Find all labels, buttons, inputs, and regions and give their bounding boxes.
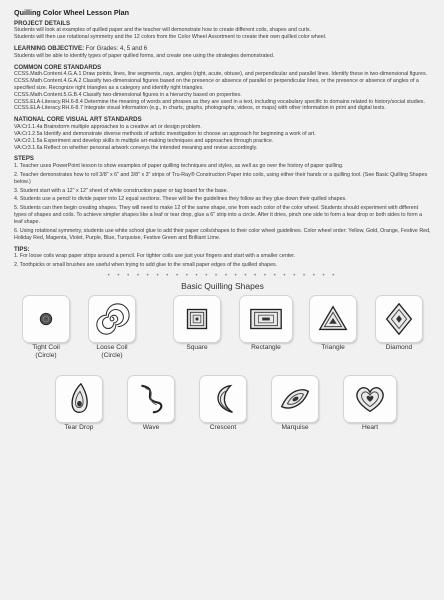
crescent-icon [204,380,242,418]
marquise-icon [276,380,314,418]
project-details-heading: PROJECT DETAILS [14,20,71,27]
triangle-tile [310,296,356,342]
tip-item: 1. For loose coils wrap paper strips around a pencil. For tighter coils use just your fingers and start with a smaller center. [14,253,296,260]
loose-coil-icon [93,300,131,338]
common-core-section [14,64,431,113]
diamond-tile [376,296,422,342]
wave-tile [128,376,174,422]
visual-art-heading: NATIONAL CORE VISUAL ART STANDARDS [14,116,142,124]
tip-item: 2. Toothpicks or small brushes are useful when trying to add glue to the small paper edges of the quilled shapes. [14,262,278,269]
step-item: 2. Teacher demonstrates how to roll 3/8" x 6" and 3/8" x 3" strips of Tru-Ray® Construction Paper into coils, using either their hands or a quilling tool. (See Basic Quilling Shapes below.) [14,171,428,185]
tips-section [14,246,431,269]
learning-objective-text: Students will be able to identify types of paper quilled forms, and create one using the strategies demonstrated. [14,52,275,59]
wave-label: Wave [142,424,160,432]
standard-item: CCSS.ELA-Literacy.RH.6-8.4 Determine the meaning of words and phrases as they are used in a text, including vocabulary specific to domains related to history/social studies. [14,98,425,105]
square-icon [178,300,216,338]
tips-heading: TIPS: [14,245,30,253]
diamond-label: Diamond [385,344,413,352]
dotted-divider: • • • • • • • • • • • • • • • • • • • • • • • • [107,273,338,280]
step-item: 6. Using rotational symmetry, students use white school glue to add their paper coils/shapes to their color wheel guidelines. Color wheel order: Yellow, Gold, Orange, Festive Red, Holiday Red, Magenta, Violet, Purple, Blue, Turquoise, Festive Green and Brilliant Lime. [14,228,431,241]
marquise-tile [272,376,318,422]
step-item: 1. Teacher uses PowerPoint lesson to show examples of paper quilling techniques and styles, as well as go over the history of paper quilling. [14,162,344,169]
steps-heading: STEPS [14,155,34,163]
art-standard-item: VA:Cr3.1.6a Reflect on whether personal artwork conveys the intended meaning and revise accordingly. [14,144,258,151]
rectangle-label: Rectangle [251,344,281,352]
art-standard-item: VA:Cr1.2.5a Identify and demonstrate diverse methods of artistic investigation to choose an approach for beginning a work of art. [14,130,316,137]
rectangle-tile [240,296,292,342]
heart-tile [344,376,396,422]
crescent-tile [200,376,246,422]
tight-coil-label: Tight Coil (Circle) [32,344,60,360]
steps-section [14,155,431,241]
wave-icon [132,380,170,418]
rectangle-icon [244,300,288,338]
project-details-line: Students will look at examples of quilled paper and the teacher will demonstrate how to create different coils, shapes and curls. [14,27,311,34]
tear-drop-label: Tear Drop [64,424,94,432]
project-details-line: Students will then use rotational symmetry and the 12 colors from the Color Wheel Assortment to create their own quilled color wheel. [14,34,327,41]
step-item: 3. Student start with a 12" x 12" sheet of white construction paper or tag board for the base. [14,187,228,194]
step-item: 4. Students use a pencil to divide paper into 12 equal sections. These will be the guidelines they follow as they glue down their quilled shapes. [14,196,347,203]
page-title: Quilling Color Wheel Lesson Plan [14,8,130,17]
diamond-icon [380,300,418,338]
standard-item: CCSS.ELA-Literacy.RH.6-8.7 Integrate visual information (e.g., in charts, graphs, photographs, videos, or maps) with other information in print and digital texts. [14,105,386,112]
triangle-icon [314,300,352,338]
heart-icon [351,380,389,418]
learning-objective-heading [14,45,431,52]
step-item: 5. Students can then begin creating shapes. They will need to make 12 of the same shape, one from each color of the color wheel. Students should experiment with different types of shapes and coils. To achieve simpler shapes like a leaf or tear drop, glue a 6" strip into a circle. After it dries, pinch one side to form a tear drop or both sides to form a leaf shape. [14,205,423,226]
objective-label: LEARNING OBJECTIVE: [14,45,85,53]
visual-art-section [14,116,431,151]
tight-coil-tile [23,296,69,342]
loose-coil-label: Loose Coil (Circle) [96,344,128,360]
tear-drop-icon [60,380,98,418]
tight-coil-icon [27,300,65,338]
triangle-label: Triangle [321,344,345,352]
heart-label: Heart [361,424,379,432]
shapes-heading: Basic Quilling Shapes [181,281,264,292]
square-tile [174,296,220,342]
marquise-label: Marquise [281,424,309,432]
project-details-section [14,20,431,41]
art-standard-item: VA:Cr1.1.4a Brainstorm multiple approaches to a creative art or design problem. [14,123,202,130]
crescent-label: Crescent [209,424,237,432]
square-label: Square [186,344,208,352]
tear-drop-tile [56,376,102,422]
objective-grades: For Grades: 4, 5 and 6 [84,45,148,53]
learning-objective-section [14,45,431,59]
loose-coil-tile [89,296,135,342]
standard-item: CCSS.Math.Content.5.G.B.4 Classify two-dimensional figures in a hierarchy based on properties. [14,91,242,98]
standard-item: CCSS.Math.Content.4.G.A.1 Draw points, lines, line segments, rays, angles (right, acute, obtuse), and perpendicular and parallel lines. Identify these in two-dimensional figures. [14,70,428,77]
common-core-heading: COMMON CORE STANDARDS [14,63,102,71]
quilling-shapes-grid [14,296,431,466]
art-standard-item: VA:Cr2.1.5a Experiment and develop skills in multiple art-making techniques and approaches through practice. [14,137,274,144]
standard-item: CCSS.Math.Content.4.G.A.2 Classify two-dimensional figures based on the presence or absence of parallel or perpendicular lines, or the presence or absence of angles of a specified size. Recognize right triangles as a category and identify right triangles. [14,77,419,91]
